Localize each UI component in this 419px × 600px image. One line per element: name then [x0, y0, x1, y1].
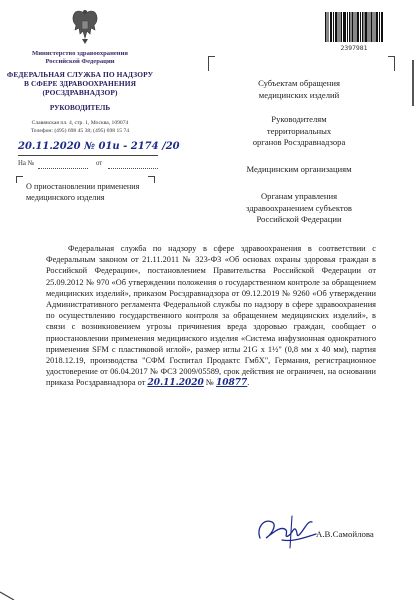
recipient-block-1 — [214, 78, 384, 101]
body-paragraph — [46, 243, 376, 390]
subject-bracket-left — [16, 176, 23, 183]
subject-heading — [26, 181, 139, 203]
subject-line-2: медицинского изделия — [26, 193, 105, 202]
address-bracket-right — [388, 56, 395, 71]
barcode-number: 2397981 — [340, 44, 368, 52]
recipient-3-line-1: Медицинским организациям — [246, 164, 352, 174]
coat-of-arms-emblem-icon — [70, 8, 100, 46]
barcode-icon — [325, 12, 383, 42]
recipient-1-line-2: медицинских изделий — [258, 89, 340, 100]
address-line: Славянская пл. 4, стр. 1, Москва, 109074 — [31, 120, 129, 126]
address-bracket-left — [208, 56, 215, 71]
ministry-name-line-2: Российской Федерации — [45, 58, 115, 65]
recipient-2-line-1: Руководителям — [271, 114, 327, 124]
position-title: РУКОВОДИТЕЛЬ — [49, 104, 111, 112]
signature-icon — [252, 508, 322, 554]
page-corner-mark — [0, 588, 20, 600]
reference-date-blank — [108, 168, 158, 169]
signer-name: А.В.Самойлова — [316, 529, 374, 539]
order-number-label: № — [205, 378, 214, 388]
agency-name-line-3: (РОСЗДРАВНАДЗОР) — [42, 88, 118, 97]
recipient-block-3 — [214, 164, 384, 176]
reference-date-label: от — [96, 160, 103, 167]
agency-name-line-2: В СФЕРЕ ЗДРАВООХРАНЕНИЯ — [23, 79, 137, 88]
registration-number-handwritten: 20.11.2020 № 01u - 2174 /20 — [18, 141, 180, 152]
recipient-block-2 — [214, 114, 384, 149]
order-number-handwritten: 10877 — [215, 378, 248, 389]
subject-bracket-right — [148, 176, 155, 183]
reference-number-blank — [38, 168, 88, 169]
phone-line: Телефон: (495) 698 45 38; (495) 698 15 74 — [30, 128, 130, 134]
recipient-2-line-3: органов Росздравнадзора — [252, 137, 346, 147]
agency-name-line-1: ФЕДЕРАЛЬНАЯ СЛУЖБА ПО НАДЗОРУ — [6, 70, 154, 79]
recipient-4-line-2: здравоохранением субъектов — [246, 202, 352, 213]
recipient-4-line-1: Органам управления — [260, 191, 338, 201]
body-text-main: Федеральная служба по надзору в сфере здравоохранения в соответствии с Федеральным законом от 21.11.2011 № 323-ФЗ «Об основах охраны здоровья граждан в Российской Федерации», постановлением Правительства Российской Федерации от 25.09.2012 № 970 «Об утверждении положения о государственном контроле за обращением медицинских изделий», приказом Росздравнадзора от 09.12.2019 № 9260 «Об утверждении Административного регламента Федеральной службы по надзору в сфере здравоохранения по осуществлению государственного контроля за обращением медицинских изделий», в связи с возникновением угрозы причинения вреда здоровью граждан, сообщает о приостановлении применения медицинского изделия «Система инфузионная однократного применения SFM с пластиковой иглой», размер иглы 21G x 1½" (0,8 мм x 40 мм), партия 2018.12.19, производства "СФМ Госпитал Продактс ГмбХ", Германия, регистрационное удостоверение от 06.04.2017 № ФСЗ 2009/05589, срок действия не ограничен, на основании приказа Росздравнадзора от — [46, 244, 376, 388]
registration-underline — [18, 155, 158, 156]
recipient-4-line-3: Российской Федерации — [256, 214, 342, 224]
recipient-1-line-1: Субъектам обращения — [258, 78, 340, 88]
recipient-block-4 — [214, 191, 384, 226]
recipient-2-line-2: территориальных — [266, 125, 332, 136]
scan-edge-mark — [412, 60, 414, 106]
subject-line-1: О приостановлении применения — [26, 182, 140, 191]
order-date-handwritten: 20.11.2020 — [147, 378, 204, 389]
ministry-name-line-1: Министерство здравоохранения — [32, 50, 128, 57]
reference-number-label: На № — [18, 160, 35, 167]
body-end-punctuation: . — [247, 378, 250, 388]
